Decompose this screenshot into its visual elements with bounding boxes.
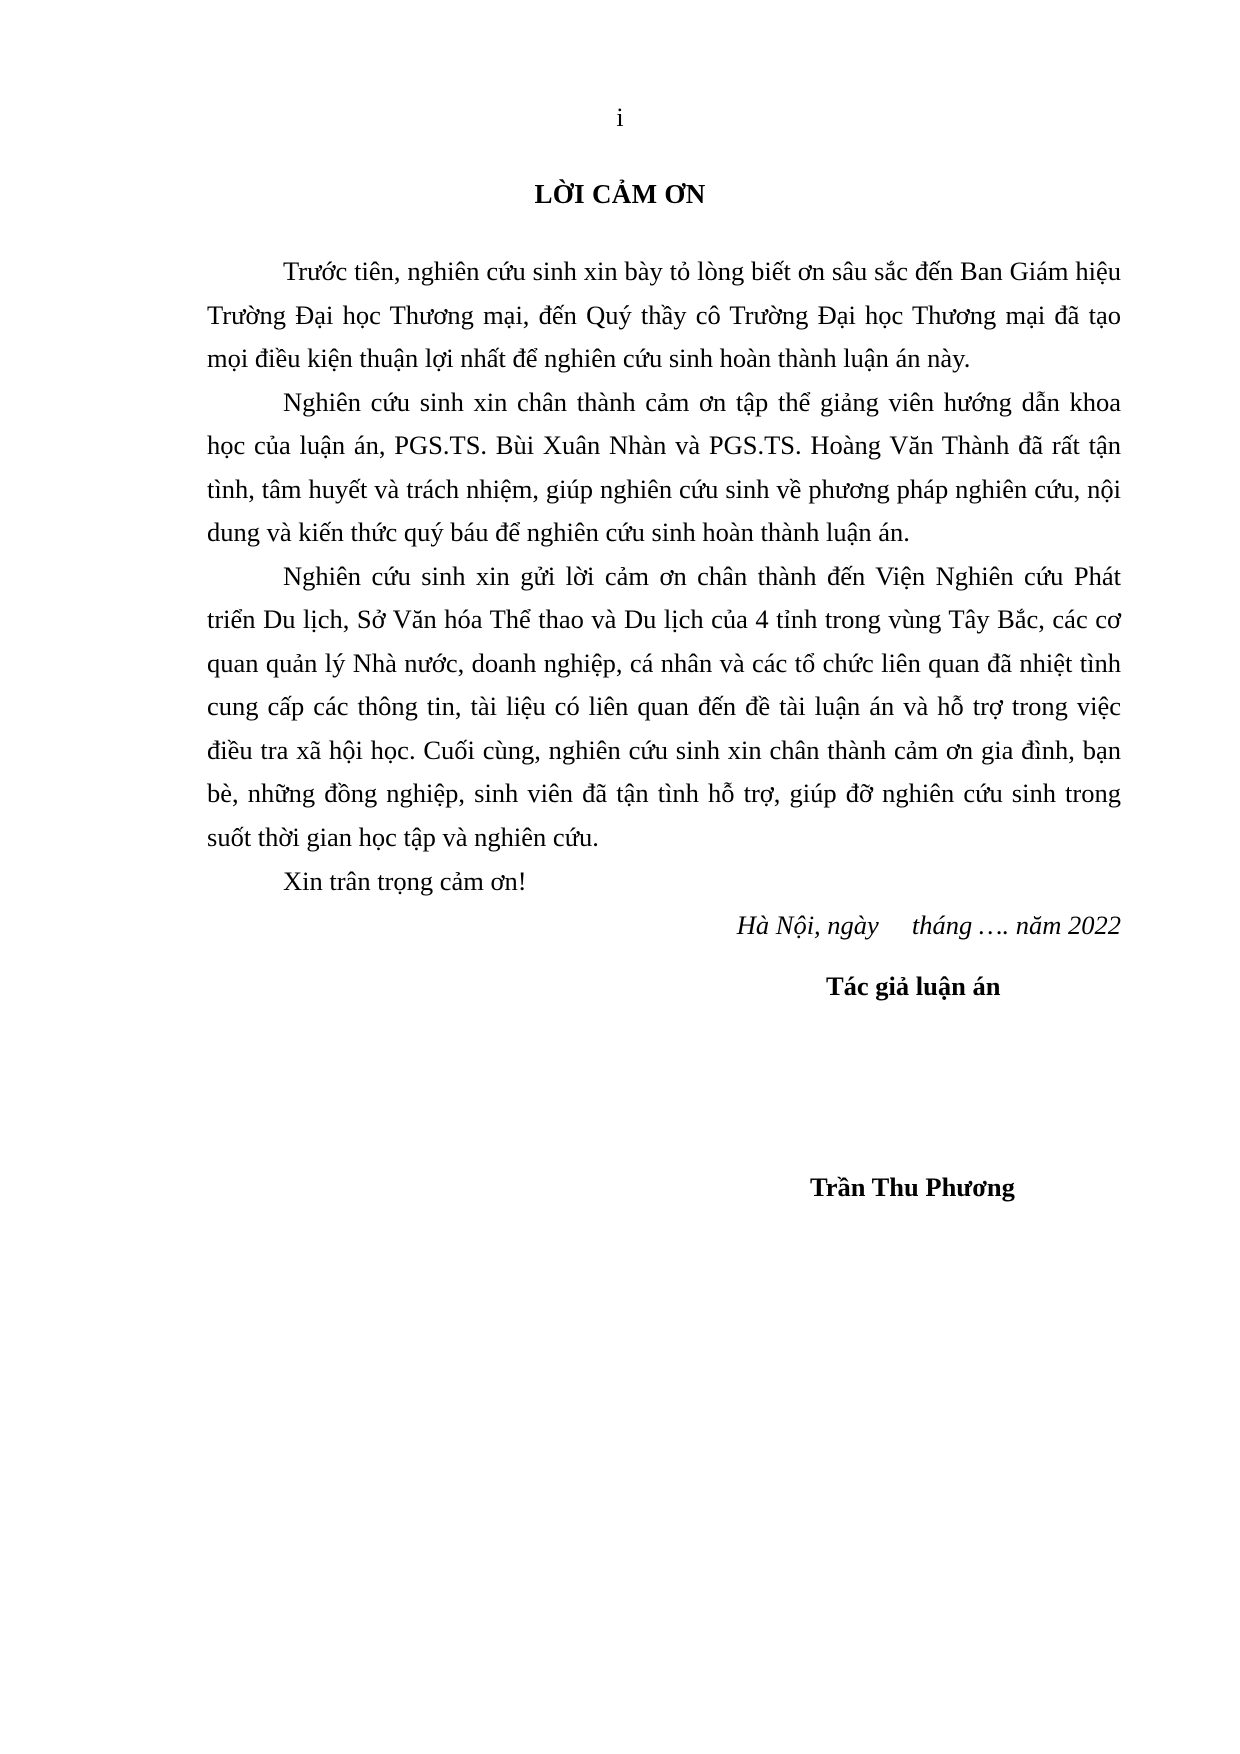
paragraph-2: Nghiên cứu sinh xin chân thành cảm ơn tập thể giảng viên hướng dẫn khoa học của luận án, PGS.TS. Bùi Xuân Nhàn và PGS.TS. Hoàng Văn Thành đã rất tận tình, tâm huyết và trách nhiệm, giúp nghiên cứu sinh về phương pháp nghiên cứu, nội dung và kiến thức quý báu để nghiên cứu sinh hoàn thành luận án.	[207, 386, 1121, 547]
paragraph-3: Nghiên cứu sinh xin gửi lời cảm ơn chân thành đến Viện Nghiên cứu Phát triển Du lịch, Sở Văn hóa Thể thao và Du lịch của 4 tỉnh trong vùng Tây Bắc, các cơ quan quản lý Nhà nước, doanh nghiệp, cá nhân và các tổ chức liên quan đã nhiệt tình cung cấp các thông tin, tài liệu có liên quan đến đề tài luận án và hỗ trợ trong việc điều tra xã hội học. Cuối cùng, nghiên cứu sinh xin chân thành cảm ơn gia đình, bạn bè, những đồng nghiệp, sinh viên đã tận tình hỗ trợ, giúp đỡ nghiên cứu sinh trong suốt thời gian học tập và nghiên cứu.	[207, 560, 1121, 852]
page-title: LỜI CẢM ƠN	[534, 179, 706, 209]
date-line: Hà Nội, ngày tháng …. năm 2022	[736, 910, 1121, 940]
paragraph-1: Trước tiên, nghiên cứu sinh xin bày tỏ lòng biết ơn sâu sắc đến Ban Giám hiệu Trường Đại học Thương mại, đến Quý thầy cô Trường Đại học Thương mại đã tạo mọi điều kiện thuận lợi nhất để nghiên cứu sinh hoàn thành luận án này.	[207, 256, 1121, 373]
acknowledgement-body	[207, 250, 1121, 859]
author-label: Tác giả luận án	[826, 971, 1001, 1001]
author-name: Trần Thu Phương	[810, 1172, 1015, 1202]
page-number: i	[616, 103, 624, 132]
closing-line: Xin trân trọng cảm ơn!	[283, 866, 527, 896]
